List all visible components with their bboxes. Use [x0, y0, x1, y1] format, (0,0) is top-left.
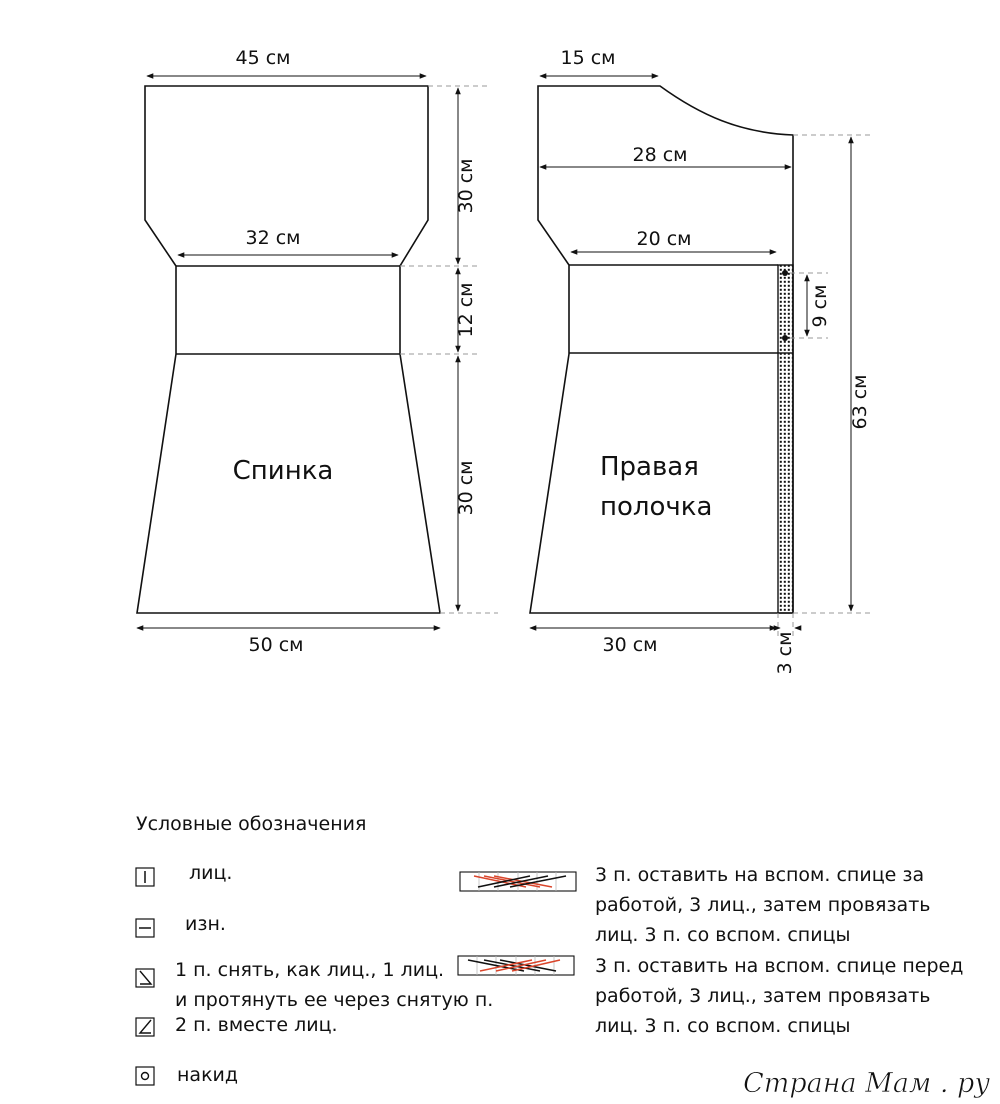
back-bottom-width-label: 50 см [248, 634, 304, 656]
front-piece [530, 47, 871, 674]
legend-ssk-text-line2: и протянуть ее через снятую п. [175, 989, 494, 1011]
cable-front-icon [458, 956, 574, 975]
purl-icon [136, 919, 154, 937]
legend-knit-text: лиц. [189, 862, 233, 884]
cable-back-icon [460, 872, 576, 891]
front-shoulder-label: 15 см [560, 47, 616, 69]
knit-icon [136, 868, 154, 886]
back-yoke-height-label: 30 см [455, 158, 477, 214]
legend-cable-back-line2: работой, 3 лиц., затем провязать [595, 894, 931, 916]
front-placket [778, 265, 793, 613]
site-watermark: Страна Мам . ру [743, 1068, 990, 1099]
front-total-height-label: 63 см [849, 374, 871, 430]
back-outline [137, 86, 440, 613]
legend-title: Условные обозначения [136, 813, 367, 835]
legend [136, 813, 963, 1086]
buttonhole-marker-top [782, 270, 788, 276]
legend-cable-front-line2: работой, 3 лиц., затем провязать [595, 985, 931, 1007]
legend-k2tog-text: 2 п. вместе лиц. [175, 1014, 338, 1036]
buttonhole-marker-bottom [782, 335, 788, 341]
front-waist-width-label: 20 см [636, 228, 692, 250]
back-top-width-label: 45 см [235, 47, 291, 69]
front-piece-title-line2: полочка [600, 492, 713, 522]
back-piece [137, 47, 498, 656]
legend-purl-text: изн. [185, 913, 226, 935]
k2tog-icon [136, 1018, 154, 1036]
legend-cable-front-line3: лиц. 3 п. со вспом. спицы [595, 1015, 851, 1037]
front-chest-width-label: 28 см [632, 144, 688, 166]
legend-yarn-over-text: накид [177, 1064, 239, 1086]
back-waist-height-label: 12 см [455, 282, 477, 338]
back-waist-width-label: 32 см [245, 227, 301, 249]
front-band-segment-label: 9 см [809, 284, 831, 328]
yarn-over-icon [136, 1067, 154, 1085]
front-placket-width-label: 3 см [774, 631, 796, 675]
legend-cable-front-line1: 3 п. оставить на вспом. спице перед [595, 955, 964, 977]
legend-ssk-text-line1: 1 п. снять, как лиц., 1 лиц. [175, 959, 445, 981]
ssk-icon [136, 969, 154, 987]
legend-cable-back-line3: лиц. 3 п. со вспом. спицы [595, 924, 851, 946]
front-bottom-width-label: 30 см [602, 634, 658, 656]
back-skirt-height-label: 30 см [455, 460, 477, 516]
front-piece-title-line1: Правая [600, 452, 699, 482]
back-piece-title: Спинка [232, 456, 334, 486]
legend-cable-back-line1: 3 п. оставить на вспом. спице за [595, 864, 925, 886]
